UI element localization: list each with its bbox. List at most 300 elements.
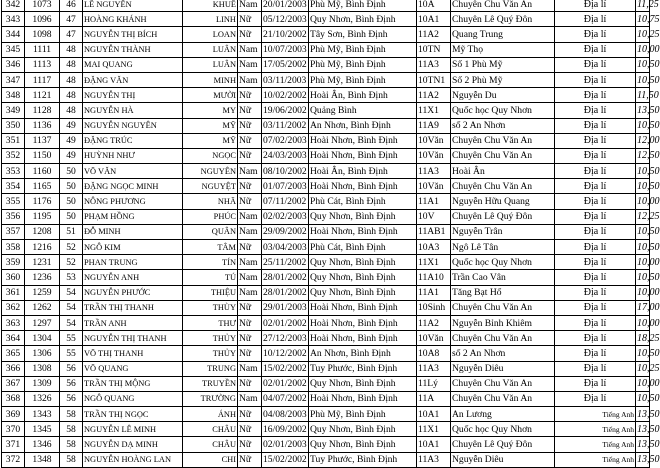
cell-gender: Nữ [238,194,262,209]
cell-first-name: KHUÊ [183,0,238,12]
cell-score: 10,00 [636,42,650,57]
cell-birth-date: 25/11/2002 [262,255,309,270]
cell-gender: Nữ [238,88,262,103]
cell-last-name: TRẦN THỊ MỘNG [83,376,183,391]
cell-school: Chuyên Chu Văn An [451,0,555,12]
cell-sbd: 1345 [25,422,60,437]
cell-last-name: NÔNG PHƯƠNG [83,194,183,209]
cell-gender: Nữ [238,346,262,361]
cell-room: 47 [60,12,83,27]
cell-sbd: 1121 [25,88,60,103]
cell-room: 56 [60,391,83,406]
cell-birth-place: Hoài Nhơn, Bình Định [309,224,417,239]
cell-birth-place: Phù Mỹ, Bình Định [309,72,417,87]
cell-birth-date: 03/04/2003 [262,240,309,255]
cell-subject: Địa lí [555,346,636,361]
cell-score: 10,50 [636,346,650,361]
cell-school: Số 1 Phù Mỹ [451,57,555,72]
cell-room: 50 [60,209,83,224]
cell-school: Chuyên Chu Văn An [451,331,555,346]
cell-class: 11A3 [417,452,451,467]
cell-class: 10Văn [417,148,451,163]
cell-room: 54 [60,285,83,300]
cell-school: Nguyễn Bỉnh Khiêm [451,315,555,330]
cell-birth-place: Phù Mỹ, Bình Định [309,57,417,72]
cell-subject: Địa lí [555,179,636,194]
cell-last-name: LÊ NGUYÊN [83,0,183,12]
cell-gender: Nam [238,391,262,406]
cell-class: 11X1 [417,103,451,118]
cell-room: 49 [60,148,83,163]
cell-room: 47 [60,27,83,42]
cell-score: 10,50 [636,118,650,133]
cell-sbd: 1259 [25,285,60,300]
cell-birth-date: 05/12/2003 [262,12,309,27]
table-row [2,164,650,179]
cell-birth-place: Phù Mỹ, Bình Định [309,407,417,422]
cell-last-name: PHAN TRUNG [83,255,183,270]
cell-sbd: 1113 [25,57,60,72]
cell-school: Chuyên Lê Quý Đôn [451,209,555,224]
cell-last-name: ĐẶNG VĂN [83,72,183,87]
cell-birth-date: 19/06/2002 [262,103,309,118]
cell-score: 10,00 [636,255,650,270]
cell-first-name: LINH [183,12,238,27]
cell-room: 52 [60,240,83,255]
table-row [2,255,650,270]
table-row [2,300,650,315]
cell-stt: 353 [2,164,25,179]
cell-stt: 370 [2,422,25,437]
cell-room: 54 [60,315,83,330]
cell-birth-place: Tuy Phước, Bình Định [309,452,417,467]
cell-first-name: THÙY [183,300,238,315]
cell-school: Trần Cao Vân [451,270,555,285]
cell-birth-place: Phù Mỹ, Bình Định [309,0,417,12]
cell-class: 11A [417,391,451,406]
cell-stt: 364 [2,331,25,346]
cell-gender: Nữ [238,315,262,330]
cell-gender: Nam [238,209,262,224]
table-row [2,12,650,27]
table-row [2,57,650,72]
cell-room: 58 [60,437,83,452]
cell-sbd: 1165 [25,179,60,194]
cell-subject: Địa lí [555,118,636,133]
table-row [2,148,650,163]
cell-stt: 352 [2,148,25,163]
cell-sbd: 1111 [25,42,60,57]
cell-last-name: NGUYỄN THỊ BÍCH [83,27,183,42]
cell-first-name: NGUYÊN [183,164,238,179]
cell-last-name: NGÔ QUANG [83,391,183,406]
table-row [2,133,650,148]
cell-score: 10,00 [636,194,650,209]
cell-sbd: 1098 [25,27,60,42]
cell-gender: Nữ [238,27,262,42]
cell-subject: Địa lí [555,0,636,12]
cell-stt: 357 [2,224,25,239]
cell-school: Số 2 Phù Mỹ [451,72,555,87]
cell-stt: 358 [2,240,25,255]
cell-stt: 354 [2,179,25,194]
cell-score: 10,00 [636,315,650,330]
cell-stt: 360 [2,270,25,285]
cell-stt: 369 [2,407,25,422]
cell-first-name: LUÂN [183,42,238,57]
cell-gender: Nam [238,361,262,376]
cell-first-name: MỸ [183,118,238,133]
cell-birth-date: 08/10/2002 [262,164,309,179]
cell-birth-date: 01/07/2003 [262,179,309,194]
cell-school: Hoài Ân [451,164,555,179]
cell-birth-place: Hoài Ân, Bình Định [309,164,417,179]
cell-subject: Địa lí [555,103,636,118]
cell-class: 11A2 [417,315,451,330]
cell-gender: Nữ [238,437,262,452]
cell-subject: Địa lí [555,194,636,209]
cell-sbd: 1195 [25,209,60,224]
cell-subject: Địa lí [555,331,636,346]
cell-first-name: LOAN [183,27,238,42]
cell-birth-date: 27/12/2003 [262,331,309,346]
cell-score: 11,25 [636,0,650,12]
cell-last-name: NGUYỄN DẠ MINH [83,437,183,452]
cell-school: Chuyên Chu Văn An [451,148,555,163]
cell-birth-place: Quy Nhơn, Bình Định [309,437,417,452]
cell-room: 48 [60,103,83,118]
cell-birth-place: Quy Nhơn, Bình Định [309,270,417,285]
cell-birth-place: Quy Nhơn, Bình Định [309,209,417,224]
table-row [2,270,650,285]
cell-birth-date: 04/08/2003 [262,407,309,422]
cell-stt: 363 [2,315,25,330]
cell-birth-date: 29/09/2002 [262,224,309,239]
cell-subject: Tiếng Anh [555,422,636,437]
table-row [2,346,650,361]
cell-room: 50 [60,164,83,179]
cell-school: Chuyên Chu Văn An [451,391,555,406]
table-row [2,331,650,346]
cell-stt: 342 [2,0,25,12]
cell-score: 13,50 [636,422,650,437]
cell-school: Quốc học Quy Nhơn [451,422,555,437]
table-row [2,422,650,437]
cell-school: Chuyên Lê Quý Đôn [451,437,555,452]
table-row [2,224,650,239]
cell-birth-date: 03/11/2002 [262,118,309,133]
cell-last-name: NGUYỄN HÀ [83,103,183,118]
cell-subject: Địa lí [555,361,636,376]
cell-score: 13,50 [636,437,650,452]
cell-first-name: THỦY [183,346,238,361]
cell-last-name: NGUYỄN HOÀNG LAN [83,452,183,467]
cell-school: Mỹ Thọ [451,42,555,57]
cell-stt: 362 [2,300,25,315]
cell-score: 13,50 [636,407,650,422]
cell-gender: Nam [238,0,262,12]
table-row [2,118,650,133]
table-row [2,285,650,300]
cell-subject: Địa lí [555,209,636,224]
cell-subject: Địa lí [555,240,636,255]
cell-subject: Địa lí [555,255,636,270]
results-table [1,0,660,468]
cell-class: 10A3 [417,240,451,255]
cell-birth-date: 21/10/2002 [262,27,309,42]
cell-class: 10Văn [417,179,451,194]
cell-first-name: TÍN [183,255,238,270]
cell-stt: 361 [2,285,25,300]
cell-score: 10,75 [636,12,650,27]
cell-birth-date: 10/12/2002 [262,346,309,361]
cell-room: 55 [60,346,83,361]
cell-stt: 365 [2,346,25,361]
cell-school: Nguyễn Diêu [451,361,555,376]
cell-stt: 366 [2,361,25,376]
cell-score: 10,50 [636,391,650,406]
cell-last-name: TRẦN THỊ NGỌC [83,407,183,422]
cell-sbd: 1326 [25,391,60,406]
cell-class: 11A2 [417,88,451,103]
cell-class: 10A1 [417,12,451,27]
cell-first-name: NHÃ [183,194,238,209]
cell-school: Chuyên Chu Văn An [451,300,555,315]
table-row [2,376,650,391]
cell-class: 11A3 [417,164,451,179]
cell-last-name: VÕ QUANG [83,361,183,376]
cell-school: Quang Trung [451,27,555,42]
cell-first-name: TÚ [183,270,238,285]
cell-class: 11A1 [417,285,451,300]
cell-birth-place: Hoài Nhơn, Bình Định [309,148,417,163]
cell-school: Tăng Bạt Hổ [451,285,555,300]
cell-birth-place: An Nhơn, Bình Định [309,346,417,361]
cell-last-name: NGUYỄN ANH [83,270,183,285]
cell-class: 10Sinh [417,300,451,315]
cell-gender: Nam [238,72,262,87]
cell-score: 13,50 [636,103,650,118]
cell-subject: Địa lí [555,133,636,148]
cell-birth-date: 07/11/2002 [262,194,309,209]
cell-score: 12,00 [636,133,650,148]
cell-room: 50 [60,194,83,209]
cell-birth-place: Hoài Nhơn, Bình Định [309,133,417,148]
table-row [2,437,650,452]
cell-first-name: NGUYỆT [183,179,238,194]
cell-sbd: 1208 [25,224,60,239]
cell-sbd: 1297 [25,315,60,330]
cell-birth-place: Phù Cát, Bình Định [309,194,417,209]
cell-birth-date: 20/01/2003 [262,0,309,12]
cell-birth-place: Hoài Ân, Bình Định [309,88,417,103]
cell-birth-place: Quy Nhơn, Bình Định [309,12,417,27]
cell-subject: Địa lí [555,285,636,300]
cell-last-name: NGUYỄN NGUYÊN [83,118,183,133]
cell-gender: Nữ [238,133,262,148]
cell-room: 58 [60,452,83,467]
cell-gender: Nữ [238,179,262,194]
cell-score: 10,50 [636,164,650,179]
cell-birth-date: 02/01/2002 [262,376,309,391]
cell-first-name: NGỌC [183,148,238,163]
cell-first-name: THIỆU [183,285,238,300]
cell-sbd: 1308 [25,361,60,376]
cell-birth-place: Hoài Nhơn, Bình Định [309,391,417,406]
cell-school: Nguyễn Du [451,88,555,103]
cell-sbd: 1236 [25,270,60,285]
cell-school: số 2 An Nhơn [451,346,555,361]
cell-gender: Nữ [238,148,262,163]
cell-class: 11A9 [417,118,451,133]
cell-school: Nguyễn Trân [451,224,555,239]
cell-school: Nguyễn Diêu [451,452,555,467]
cell-class: 10V [417,209,451,224]
cell-class: 11X1 [417,255,451,270]
cell-school: Quốc học Quy Nhơn [451,103,555,118]
cell-birth-date: 03/11/2003 [262,72,309,87]
cell-class: 11X1 [417,422,451,437]
cell-birth-date: 28/01/2002 [262,285,309,300]
cell-birth-place: Phù Mỹ, Bình Định [309,42,417,57]
cell-score: 10,50 [636,224,650,239]
cell-class: 11A10 [417,270,451,285]
cell-class: 11A2 [417,27,451,42]
cell-stt: 355 [2,194,25,209]
cell-gender: Nữ [238,331,262,346]
cell-last-name: ĐẶNG NGỌC MINH [83,179,183,194]
cell-last-name: NGUYỄN PHƯỚC [83,285,183,300]
cell-stt: 343 [2,12,25,27]
cell-first-name: TRUYỀN [183,376,238,391]
cell-first-name: THỦY [183,331,238,346]
cell-last-name: HOÀNG KHÁNH [83,12,183,27]
table-row [2,209,650,224]
cell-gender: Nam [238,42,262,57]
cell-birth-date: 15/02/2002 [262,361,309,376]
cell-stt: 349 [2,103,25,118]
cell-last-name: VÕ THỊ THANH [83,346,183,361]
cell-gender: Nữ [238,376,262,391]
cell-score: 18,25 [636,331,650,346]
cell-room: 48 [60,72,83,87]
cell-subject: Địa lí [555,148,636,163]
cell-last-name: NGUYỄN LÊ MINH [83,422,183,437]
cell-sbd: 1073 [25,0,60,12]
cell-subject: Địa lí [555,72,636,87]
table-row [2,452,650,467]
cell-stt: 346 [2,57,25,72]
cell-score: 10,50 [636,72,650,87]
cell-birth-date: 10/07/2003 [262,42,309,57]
cell-birth-place: Tuy Phước, Bình Định [309,361,417,376]
cell-gender: Nữ [238,452,262,467]
cell-room: 56 [60,361,83,376]
cell-sbd: 1160 [25,164,60,179]
cell-gender: Nam [238,255,262,270]
cell-subject: Địa lí [555,391,636,406]
cell-score: 10,25 [636,27,650,42]
cell-birth-date: 15/02/2002 [262,452,309,467]
cell-gender: Nam [238,224,262,239]
cell-sbd: 1346 [25,437,60,452]
cell-gender: Nữ [238,12,262,27]
cell-room: 48 [60,57,83,72]
cell-room: 50 [60,179,83,194]
cell-last-name: PHẠM HỒNG [83,209,183,224]
cell-stt: 348 [2,88,25,103]
cell-birth-place: Quy Nhơn, Bình Định [309,422,417,437]
cell-first-name: ÁNH [183,407,238,422]
cell-sbd: 1262 [25,300,60,315]
cell-room: 48 [60,88,83,103]
cell-sbd: 1096 [25,12,60,27]
cell-stt: 368 [2,391,25,406]
cell-subject: Địa lí [555,376,636,391]
cell-birth-place: Hoài Nhơn, Bình Định [309,315,417,330]
cell-score: 17,00 [636,300,650,315]
cell-first-name: LUÂN [183,57,238,72]
cell-birth-date: 02/01/2002 [262,315,309,330]
cell-birth-place: Hoài Nhơn, Bình Định [309,300,417,315]
cell-room: 56 [60,376,83,391]
cell-last-name: TRẦN ANH [83,315,183,330]
cell-stt: 372 [2,452,25,467]
cell-birth-date: 02/01/2003 [262,437,309,452]
cell-sbd: 1136 [25,118,60,133]
cell-birth-date: 10/02/2002 [262,88,309,103]
cell-birth-place: Quảng Bình [309,103,417,118]
cell-first-name: MỸ [183,133,238,148]
cell-first-name: TRƯỜNG [183,391,238,406]
cell-birth-place: Phù Cát, Bình Định [309,240,417,255]
cell-room: 48 [60,42,83,57]
table-row [2,240,650,255]
cell-gender: Nữ [238,240,262,255]
cell-class: 10Văn [417,133,451,148]
cell-class: 10A8 [417,346,451,361]
cell-room: 58 [60,407,83,422]
cell-first-name: MƯỜI [183,88,238,103]
cell-sbd: 1128 [25,103,60,118]
cell-first-name: PHÚC [183,209,238,224]
cell-room: 49 [60,133,83,148]
cell-gender: Nữ [238,300,262,315]
table-row [2,88,650,103]
table-row [2,0,650,12]
cell-last-name: NGUYỄN THỊ THANH [83,331,183,346]
cell-birth-place: Hoài Nhơn, Bình Định [309,179,417,194]
cell-score: 12,50 [636,148,650,163]
cell-first-name: MINH [183,72,238,87]
cell-gender: Nam [238,270,262,285]
cell-first-name: MY [183,103,238,118]
cell-class: 11A1 [417,194,451,209]
cell-birth-place: Quy Nhơn, Bình Định [309,376,417,391]
cell-score: 10,00 [636,376,650,391]
cell-stt: 351 [2,133,25,148]
cell-room: 46 [60,0,83,12]
cell-last-name: NGUYỄN THỊ [83,88,183,103]
cell-gender: Nữ [238,422,262,437]
cell-class: 10A1 [417,437,451,452]
cell-room: 53 [60,270,83,285]
cell-room: 49 [60,118,83,133]
table-row [2,391,650,406]
table-row [2,407,650,422]
cell-room: 55 [60,331,83,346]
cell-stt: 367 [2,376,25,391]
